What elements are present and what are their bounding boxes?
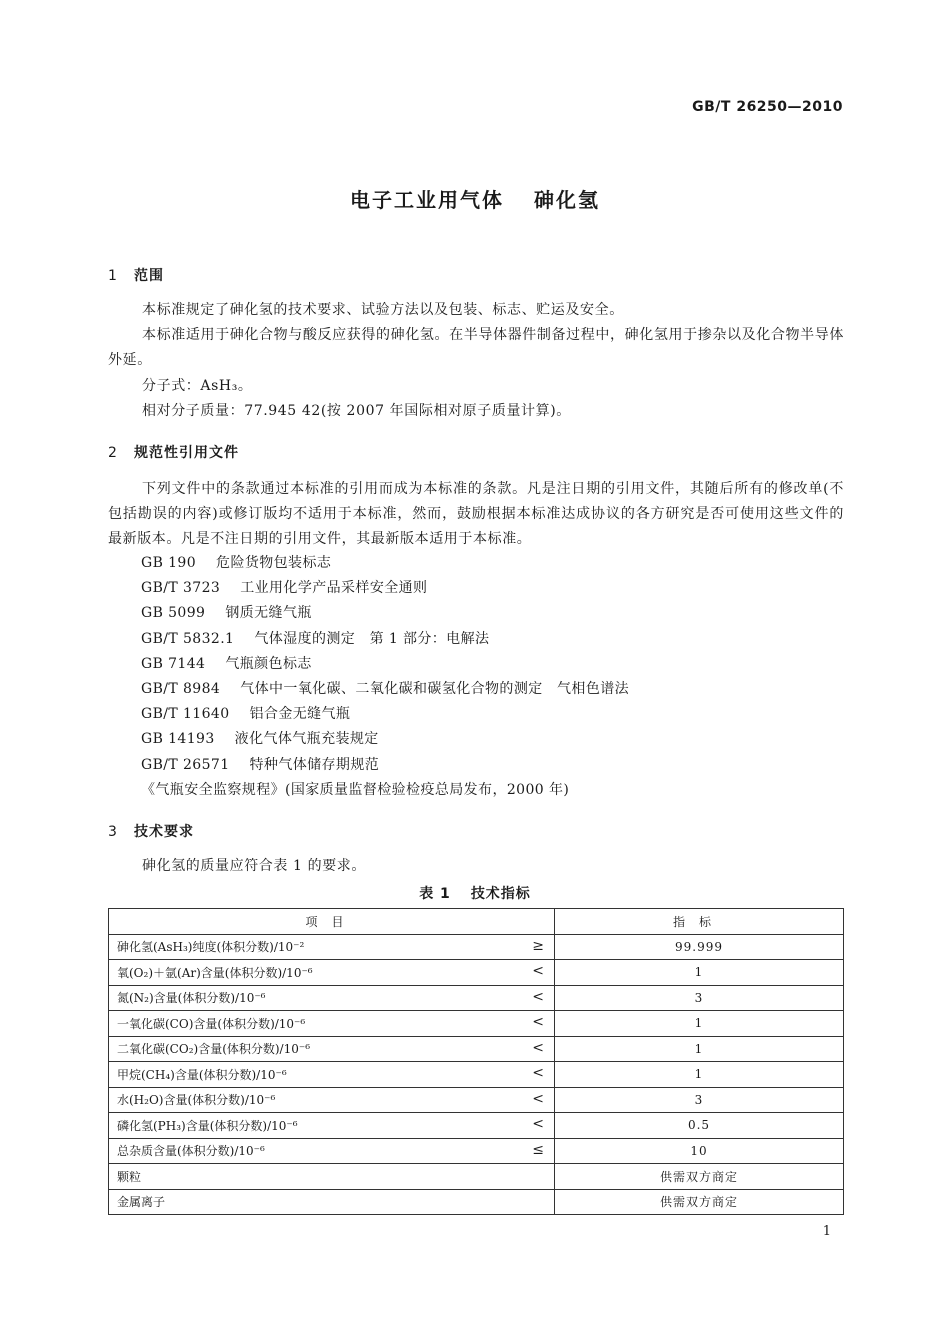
table-header-row xyxy=(109,909,844,935)
reference-item: GB 14193 液化气体气瓶充装规定 xyxy=(141,731,379,748)
section-2-intro: 下列文件中的条款通过本标准的引用而成为本标准的条款。凡是注日期的引用文件，其随后所有的修改单(不包括勘误的内容)或修订版均不适用于本标准，然而，鼓励根据本标准达成协议的各方研究是否可使用这些文件的最新版本。凡是不注日期的引用文件，其最新版本适用于本标准。 xyxy=(108,481,844,547)
table-row: 氮(N₂)含量(体积分数)/10⁻⁶ < 3 xyxy=(109,985,844,1011)
table-row: 氧(O₂)＋氩(Ar)含量(体积分数)/10⁻⁶ < 1 xyxy=(109,960,844,986)
reference-list xyxy=(141,551,629,803)
section-2-heading: 2 规范性引用文件 xyxy=(108,445,239,461)
reference-item: GB/T 26571 特种气体储存期规范 xyxy=(141,756,380,773)
table-row: 一氧化碳(CO)含量(体积分数)/10⁻⁶ < 1 xyxy=(109,1011,844,1037)
table-row: 磷化氢(PH₃)含量(体积分数)/10⁻⁶ < 0.5 xyxy=(109,1113,844,1139)
title-part-2: 砷化氢 xyxy=(534,188,600,212)
table-row: 总杂质含量(体积分数)/10⁻⁶ ≤ 10 xyxy=(109,1138,844,1164)
column-header-value: 指标 xyxy=(555,909,844,935)
document-title xyxy=(0,184,950,213)
standard-code: GB/T 26250—2010 xyxy=(692,99,843,115)
reference-item: GB 7144 气瓶颜色标志 xyxy=(141,655,312,672)
reference-regulation: 《气瓶安全监察规程》(国家质量监督检验检疫总局发布，2000 年) xyxy=(141,781,570,798)
technical-spec-table xyxy=(108,908,844,1215)
reference-item: GB 5099 钢质无缝气瓶 xyxy=(141,605,312,622)
reference-item: GB 190 危险货物包装标志 xyxy=(141,555,332,571)
reference-item: GB/T 11640 铝合金无缝气瓶 xyxy=(141,706,351,723)
title-part-1: 电子工业用气体 xyxy=(350,188,504,212)
table-row: 金属离子 供需双方商定 xyxy=(109,1189,844,1215)
section-1-paragraph-2: 本标准适用于砷化合物与酸反应获得的砷化氢。在半导体器件制备过程中，砷化氢用于掺杂以及化合物半导体外延。 xyxy=(108,327,844,368)
table-row: 水(H₂O)含量(体积分数)/10⁻⁶ < 3 xyxy=(109,1087,844,1113)
table-row: 二氧化碳(CO₂)含量(体积分数)/10⁻⁶ < 1 xyxy=(109,1036,844,1062)
table-row: 颗粒 供需双方商定 xyxy=(109,1164,844,1190)
reference-item: GB/T 8984 气体中一氧化碳、二氧化碳和碳氢化合物的测定 气相色谱法 xyxy=(141,681,630,698)
section-3-heading: 3 技术要求 xyxy=(108,824,194,840)
column-header-item: 项目 xyxy=(109,909,555,935)
reference-item: GB/T 5832.1 气体湿度的测定 第 1 部分：电解法 xyxy=(141,630,490,647)
section-3-paragraph: 砷化氢的质量应符合表 1 的要求。 xyxy=(142,858,367,874)
section-1-molecular-mass: 相对分子质量：77.945 42(按 2007 年国际相对原子质量计算)。 xyxy=(142,403,571,419)
reference-item: GB/T 3723 工业用化学产品采样安全通则 xyxy=(141,580,428,597)
table-row: 甲烷(CH₄)含量(体积分数)/10⁻⁶ < 1 xyxy=(109,1062,844,1088)
table-row: 砷化氢(AsH₃)纯度(体积分数)/10⁻² ≥ 99.999 xyxy=(109,934,844,960)
section-1-formula: 分子式：AsH₃。 xyxy=(142,378,253,394)
table-1-caption: 表 1 技术指标 xyxy=(419,886,531,902)
page-number: 1 xyxy=(822,1224,831,1239)
section-1-paragraph-1: 本标准规定了砷化氢的技术要求、试验方法以及包装、标志、贮运及安全。 xyxy=(142,302,624,318)
section-1-heading: 1 范围 xyxy=(108,268,164,284)
